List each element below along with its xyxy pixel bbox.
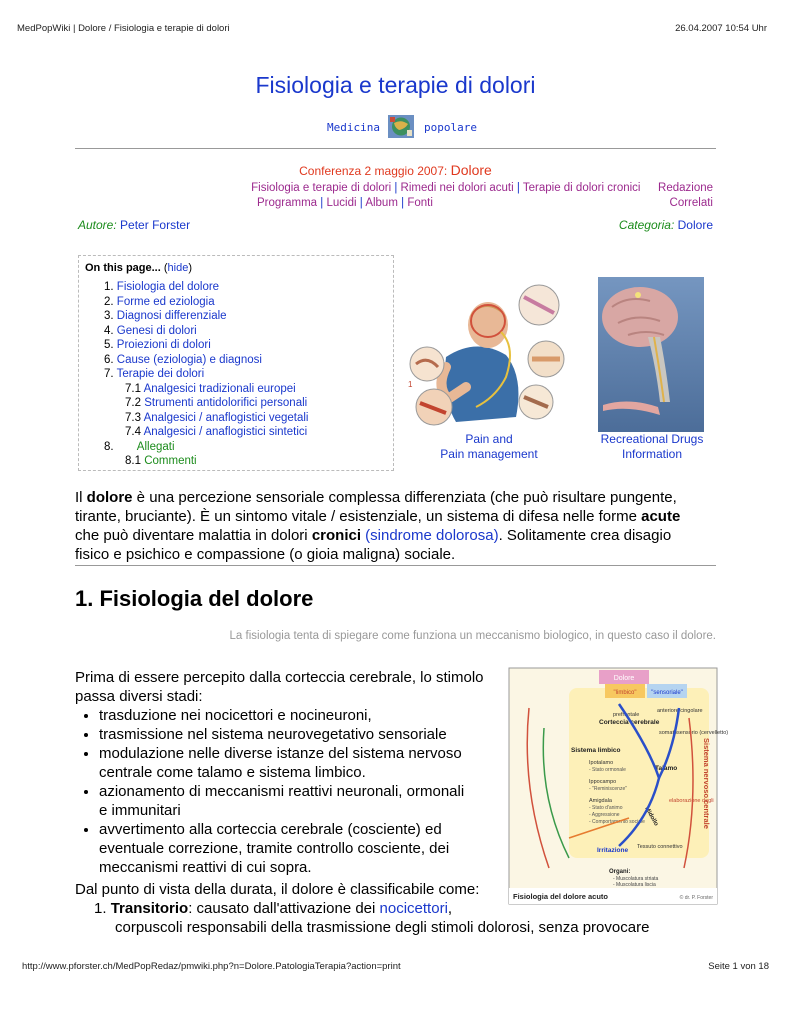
diagram-amigdala: Amigdala bbox=[589, 798, 612, 804]
nav-separator: | bbox=[394, 182, 398, 194]
medicina-link[interactable]: Medicina bbox=[327, 121, 380, 134]
diagram-ipotalamo: Ipotalamo bbox=[589, 760, 614, 766]
toc-item[interactable]: 2. Forme ed eziologia bbox=[104, 295, 215, 308]
sindrome-link[interactable]: (sindrome dolorosa) bbox=[365, 527, 499, 544]
nav-separator: | bbox=[359, 197, 363, 209]
pain-physiology-diagram bbox=[509, 668, 729, 904]
diagram-aggressione: - Aggressione bbox=[589, 812, 620, 818]
pain-illustration[interactable] bbox=[406, 277, 572, 429]
print-footer-url: http://www.pforster.ch/MedPopRedaz/pmwiki.php?n=Dolore.PatologiaTerapia?action=print bbox=[22, 961, 401, 972]
diagram-snc: Sistema nervoso centrale bbox=[702, 738, 711, 829]
nav-link-lucidi[interactable]: Lucidi bbox=[326, 197, 357, 209]
diagram-talamo: Talamo bbox=[655, 765, 678, 772]
nav-row-1 bbox=[0, 182, 711, 194]
diagram-elaborazione: elaborazione degli bbox=[669, 798, 714, 804]
section-quote: La fisiologia tenta di spiegare come funziona un meccanismo biologico, in questo caso il dolore. bbox=[229, 630, 716, 642]
diagram-credit: © dr. P. Forster bbox=[679, 895, 713, 901]
diagram-corteccia: Corteccia cerebrale bbox=[599, 719, 660, 726]
divider bbox=[75, 148, 716, 149]
conference-topic-link[interactable]: Dolore bbox=[450, 162, 492, 178]
category-link[interactable]: Dolore bbox=[677, 218, 713, 232]
diagram-dolore: Dolore bbox=[613, 675, 635, 682]
list-item: • azionamento di meccanismi reattivi neuronali, ormonali e immunitari bbox=[99, 782, 505, 820]
nav-row-2 bbox=[257, 197, 433, 209]
diagram-ippocampo: Ippocampo bbox=[589, 779, 617, 785]
diagram-stato-ormonale: - Stato ormonale bbox=[589, 767, 626, 773]
redazione-link[interactable]: Redazione bbox=[658, 182, 713, 194]
print-header-date: 26.04.2007 10:54 Uhr bbox=[675, 23, 767, 34]
toc-item[interactable]: 8. Allegati bbox=[104, 440, 175, 453]
conference-line bbox=[0, 162, 791, 178]
section-heading: 1. Fisiologia del dolore bbox=[75, 586, 314, 611]
author-line bbox=[78, 218, 190, 232]
pain-caption-line2[interactable]: Pain management bbox=[440, 447, 538, 461]
brain-spine-illustration[interactable] bbox=[598, 277, 704, 432]
toc-hide-link[interactable]: hide bbox=[167, 262, 189, 274]
diagram-limbico: "limbico" bbox=[613, 690, 637, 696]
nav-link-album[interactable]: Album bbox=[365, 197, 398, 209]
ordered-list-item: 1. Transitorio: causato dall'attivazione dei nocicettori, corpuscoli responsabili della trasmissione degli stimoli dolorosi, senza provocare bbox=[94, 900, 650, 936]
diagram-sistema-limbico: Sistema limbico bbox=[571, 747, 621, 754]
table-of-contents bbox=[78, 255, 394, 471]
nav-link-rimedi[interactable]: Rimedi nei dolori acuti bbox=[400, 182, 514, 194]
nav-separator: | bbox=[401, 197, 405, 209]
list-item: • avvertimento alla corteccia cerebrale (cosciente) ed eventuale correzione, tramite controllo cosciente, dei meccanismi reattivi di cui sopra. bbox=[99, 820, 505, 877]
correlati-link[interactable]: Correlati bbox=[669, 197, 713, 209]
intro-paragraph: Il dolore è una percezione sensoriale complessa differenziata (che può risultare pungente, tirante, bruciante). È un sintomo vitale / esistenziale, un sistema di difesa nelle forme acute che può diventare malattia in dolori cronici (sindrome dolorosa). Solitamente crea disagio fisico e psichico e compassione (o gioia maligna) sociale. bbox=[75, 489, 681, 563]
nav-separator: | bbox=[320, 197, 324, 209]
list-item: • trasduzione nei nocicettori e nocineuroni, bbox=[99, 706, 505, 725]
diagram-musc1: - Muscolatura striata bbox=[613, 876, 659, 882]
toc-item[interactable]: 1. Fisiologia del dolore bbox=[104, 281, 220, 293]
diagram-comportamento: - Comportamento sociale bbox=[589, 819, 645, 825]
popolare-link[interactable]: popolare bbox=[424, 121, 477, 134]
toc-item[interactable]: 7.4 Analgesici / anaflogistici sintetici bbox=[125, 426, 308, 438]
category-line bbox=[619, 218, 713, 232]
author-label: Autore: bbox=[78, 218, 117, 232]
diagram-irritazione: Irritazione bbox=[597, 847, 629, 854]
drugs-caption-line1[interactable]: Recreational Drugs bbox=[600, 432, 704, 446]
nav-link-terapie[interactable]: Terapie di dolori cronici bbox=[522, 182, 641, 194]
toc-item[interactable]: 7.3 Analgesici / anaflogistici vegetali bbox=[125, 411, 309, 424]
pain-caption-line1[interactable]: Pain and bbox=[465, 432, 513, 446]
svg-text:1: 1 bbox=[408, 380, 413, 389]
diagram-sensoriale: "sensoriale" bbox=[651, 690, 683, 696]
toc-title: On this page... (hide) bbox=[85, 262, 192, 274]
list-item: • trasmissione nel sistema neurovegetativo sensoriale bbox=[99, 725, 505, 744]
toc-item[interactable]: 7. Terapie dei dolori bbox=[104, 368, 205, 380]
toc-item[interactable]: 5. Proiezioni di dolori bbox=[104, 339, 211, 351]
diagram-tessuto: Tessuto connettivo bbox=[637, 844, 683, 850]
nav-link-fisiologia[interactable]: Fisiologia e terapie di dolori bbox=[251, 182, 392, 194]
page-title: Fisiologia e terapie di dolori bbox=[255, 72, 536, 98]
nav-separator: | bbox=[516, 182, 520, 194]
nocicettori-link[interactable]: nocicettori bbox=[379, 900, 448, 917]
print-header-title: MedPopWiki | Dolore / Fisiologia e terapie di dolori bbox=[17, 23, 230, 34]
diagram-prefrontale: prefrontale bbox=[613, 712, 640, 718]
category-label: Categoria: bbox=[618, 218, 675, 232]
diagram-musc2: - Muscolatura liscia bbox=[613, 882, 656, 888]
nav-link-programma[interactable]: Programma bbox=[257, 197, 318, 209]
author-link[interactable]: Peter Forster bbox=[120, 218, 191, 232]
diagram-somatosensorio: somatosensorio (cervelletto) bbox=[659, 730, 729, 736]
nav-link-fonti[interactable]: Fonti bbox=[407, 197, 433, 209]
list-item: • modulazione nelle diverse istanze del sistema nervoso centrale come talamo e sistema limbico. bbox=[99, 744, 505, 782]
diagram-caption: Fisiologia del dolore acuto bbox=[513, 892, 609, 901]
toc-item[interactable]: 3. Diagnosi differenziale bbox=[104, 310, 227, 322]
drugs-caption-line2[interactable]: Information bbox=[621, 447, 683, 461]
toc-item[interactable]: 7.1 Analgesici tradizionali europei bbox=[125, 382, 296, 395]
diagram-anteriore: anteriore cingolare bbox=[657, 708, 703, 714]
divider bbox=[75, 565, 716, 566]
toc-item[interactable]: 6. Cause (eziologia) e diagnosi bbox=[104, 353, 262, 366]
section-text: Prima di essere percepito dalla corteccia cerebrale, lo stimolo passa diversi stadi: • trasduzione nei nocicettori e nocineuroni, • trasmissione nel sistema neurovegetativo sensoriale • modulazione nelle diverse istanze del sistema nervoso centrale come talamo e sistema limbico. • azionamento di meccanismi reattivi neuronali, ormonali e immunitari • avvertimento alla corteccia cerebrale (cosciente) ed eventuale correzione, tramite controllo cosciente, dei meccanismi reattivi di cui sopra. bbox=[75, 668, 505, 877]
toc-item[interactable]: 8.1 Commenti bbox=[125, 455, 197, 467]
diagram-stato-animo: - Stato d'animo bbox=[589, 805, 623, 811]
conference-prefix: Conferenza 2 maggio 2007: bbox=[299, 164, 448, 178]
toc-item[interactable]: 7.2 Strumenti antidolorifici personali bbox=[125, 397, 308, 409]
globe-logo-icon[interactable] bbox=[388, 115, 414, 138]
toc-item[interactable]: 4. Genesi di dolori bbox=[104, 324, 197, 337]
diagram-midollo: Midollo bbox=[643, 806, 659, 828]
duration-paragraph: Dal punto di vista della durata, il dolore è classificabile come: bbox=[75, 881, 480, 898]
diagram-organi: Organi: bbox=[609, 869, 631, 875]
diagram-reminiscenze: - "Reminiscenze" bbox=[589, 786, 628, 792]
print-footer-page: Seite 1 von 18 bbox=[708, 961, 769, 972]
